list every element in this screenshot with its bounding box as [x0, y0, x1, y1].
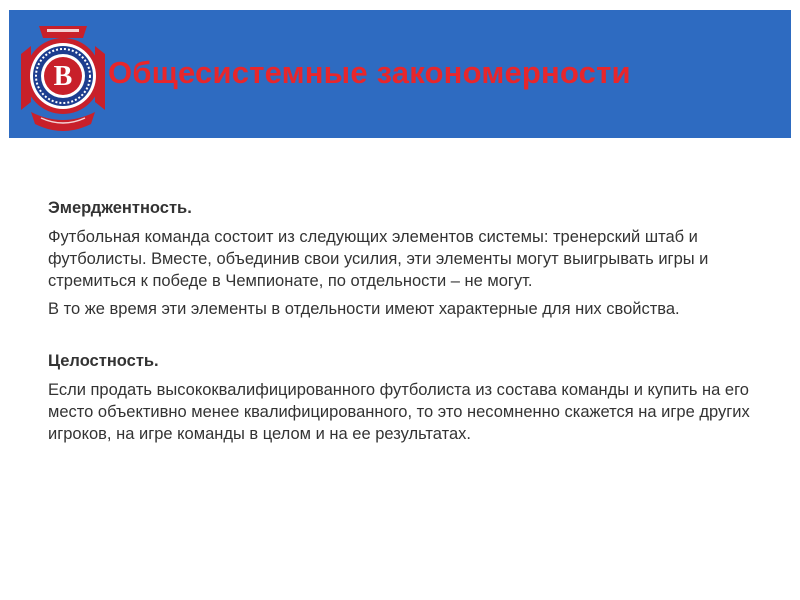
crest-letter: В	[53, 61, 73, 92]
hockey-club-crest-icon	[17, 16, 109, 134]
section-heading-emergence: Эмерджентность.	[48, 199, 192, 217]
section-gap	[48, 326, 768, 350]
paragraph: В то же время эти элементы в отдельности имеют характерные для них свойства.	[48, 300, 680, 318]
paragraph: Если продать высококвалифицированного футболиста из состава команды и купить на его место объективно менее квалифицированного, то это несомненно скажется на игре других игроков, на игре команды в целом и на ее результатах.	[48, 381, 750, 443]
page-title: Общесистемные закономерности	[108, 55, 631, 90]
section-heading-integrity: Целостность.	[48, 352, 159, 370]
header-banner	[9, 10, 791, 138]
slide-content	[48, 197, 768, 451]
paragraph: Футбольная команда состоит из следующих элементов системы: тренерский штаб и футболисты. Вместе, объединив свои усилия, эти элементы могут выигрывать игры и стремиться к победе в Чемпионате, по отдельности – не могут.	[48, 228, 709, 290]
